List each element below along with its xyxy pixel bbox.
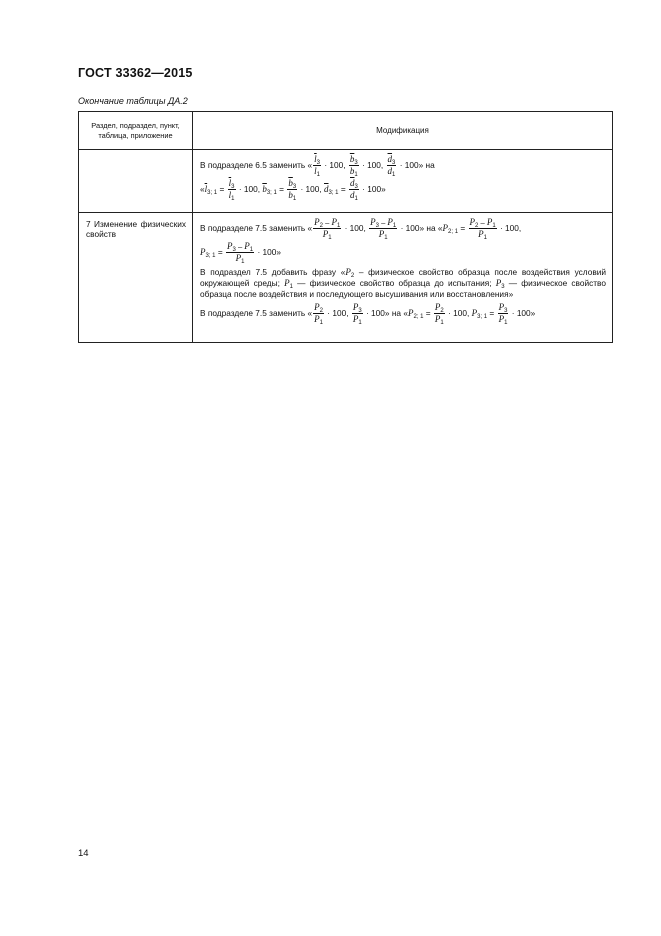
fraction: $\frac{P_2}{P_1}$ [434, 301, 444, 327]
fraction: $\frac{\overline{l}_3}{l_1}$ [314, 154, 320, 179]
text-fragment: · 100, [327, 307, 349, 318]
text-paragraph: В подраздел 7.5 добавить фразу «$P_2$ – физическое свойство образца после воздействия условий окружающей среды; $P_1$ — физическое свойство образца до испытания; $P_3$ — физическое свойство образца после воздействия и последующего высушивания или восстановления» [200, 266, 606, 300]
fraction: $\frac{P_2 - P_1}{P_1}$ [314, 217, 341, 242]
text-fragment: В подразделе 6.5 заменить « [200, 160, 313, 171]
text-fragment: В подразделе 7.5 заменить « [200, 223, 313, 234]
formula-line: В подразделе 7.5 заменить « $\frac{P_2}{P_1}$ · 100, $\frac{P_3}{P_1}$ · 100» на «$P_{2; 1}$ = $\frac{P_2}{P_1}$ · 100, $P_{3; 1}$ = $\frac{P_3}{P_1}$ · 100» [200, 301, 536, 327]
column-header-section: Раздел, подраздел, пункт, таблица, приложение [79, 112, 193, 150]
text-fragment: · 100» на « [365, 307, 408, 318]
fraction: $\frac{P_3 - P_1}{P_1}$ [370, 217, 397, 242]
table-row [79, 150, 613, 213]
text-fragment: · 100, [448, 307, 470, 318]
fraction: $\frac{P_3}{P_1}$ [352, 301, 362, 327]
table-row [79, 213, 613, 343]
fraction: $\frac{P_2 - P_1}{P_1}$ [469, 217, 496, 242]
modification-cell [193, 150, 613, 213]
text-fragment: · 100» [362, 184, 386, 194]
formula-line: «$\overline{l}_{3; 1}$ = $\frac{\overline{l}_3}{\overline{l}_1}$ · 100, $\overline{b}_{3; 1}$ = $\frac{\overline{b}_3}{\overline{b}_1}$ · 100, $\overline{d}_{3; 1}$ = $\frac{\overline{d}_3}{\overline{d}_1}$ · 100» [200, 177, 386, 203]
fraction: $\frac{P_3 - P_1}{P_1}$ [226, 240, 254, 266]
text-fragment: · 100» на [399, 160, 435, 171]
fraction: $\frac{\overline{b}_3}{\overline{b}_1}$ [349, 154, 358, 179]
text-fragment: = [219, 184, 225, 194]
text-fragment: · 100, [300, 184, 322, 194]
fraction: $\frac{P_3}{P_1}$ [498, 301, 508, 327]
page-number: 14 [78, 848, 89, 859]
text-fragment: · 100» [257, 247, 281, 257]
text-fragment: В подразделе 7.5 заменить « [200, 307, 313, 318]
section-cell [79, 150, 193, 213]
text-fragment: · 100, [324, 160, 346, 171]
text-fragment: · 100» [511, 307, 536, 318]
fraction: $\frac{\overline{d}_3}{\overline{d}_1}$ [350, 177, 358, 203]
column-header-modification: Модификация [193, 112, 613, 150]
formula-line [200, 155, 606, 177]
text-fragment: · 100, [499, 223, 522, 234]
text-fragment: — физическое свойство образца после воздействия и последующего высушивания или восстановления» [200, 278, 606, 300]
text-fragment: · 100» на « [400, 223, 443, 234]
text-fragment: — физическое свойство образца до испытания; [292, 278, 496, 288]
text-fragment: « [200, 184, 205, 194]
text-fragment: – физическое свойство образца после воздействия условий окружающей среды; [200, 266, 606, 288]
section-label: 7 Изменение физических свойств [86, 219, 186, 240]
fraction: $\frac{\overline{d}_3}{d_1}$ [387, 154, 396, 179]
formula-line: $P_{3; 1}$ = $\frac{P_3 - P_1}{P_1}$ · 100» [200, 240, 281, 266]
text-fragment: · 100, [344, 223, 366, 234]
text-fragment: · 100, [238, 184, 261, 194]
fraction: $\frac{P_2}{P_1}$ [314, 301, 323, 327]
fraction: $\frac{\overline{l}_3}{\overline{l}_1}$ [228, 177, 235, 203]
table-caption: Окончание таблицы ДА.2 [78, 96, 188, 106]
formula-line: В подразделе 7.5 заменить « $\frac{P_2 - P_1}{P_1}$ · 100, $\frac{P_3 - P_1}{P_1}$ · 100» на «$P_{2; 1}$ = $\frac{P_2 - P_1}{P_1}$ · 100, [200, 217, 522, 242]
text-fragment: · 100, [362, 160, 384, 171]
document-title: ГОСТ 33362—2015 [78, 66, 193, 80]
text-fragment: В подраздел 7.5 добавить фразу « [200, 266, 346, 277]
modification-cell [193, 213, 613, 343]
fraction: $\frac{\overline{b}_3}{\overline{b}_1}$ [288, 177, 297, 203]
table-header-row [79, 112, 613, 150]
modification-table [78, 111, 613, 343]
section-cell [79, 213, 193, 343]
